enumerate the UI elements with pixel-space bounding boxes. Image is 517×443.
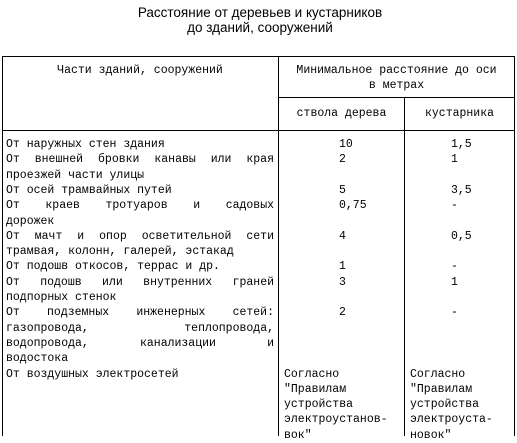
row-shrub-value: 3,5 <box>451 183 472 197</box>
row-shrub-value: устройства <box>410 398 480 412</box>
header-parts: Части зданий, сооружений <box>57 64 223 77</box>
row-part-text: газопровода, теплопровода, <box>6 321 274 335</box>
row-shrub-value: электроуста- <box>410 413 493 427</box>
table-top-border <box>2 56 515 57</box>
row-shrub-value: 1 <box>451 275 458 289</box>
header-tree: ствола дерева <box>296 107 387 120</box>
table-right-border <box>514 56 515 436</box>
row-part-text: водостока <box>6 352 69 366</box>
title-line-2: до зданий, сооружений <box>187 20 333 35</box>
row-tree-value: 2 <box>339 306 346 320</box>
row-part-text: От подошв или внутренних граней <box>6 275 274 289</box>
row-shrub-value: "Правилам <box>410 382 473 396</box>
header-bottom-border <box>2 130 515 131</box>
row-part-text: От осей трамвайных путей <box>6 183 172 197</box>
row-tree-value: вок" <box>284 428 312 442</box>
row-part-text: водопровода, канализации и <box>6 336 274 350</box>
row-shrub-value: 1,5 <box>451 138 472 151</box>
row-shrub-value: - <box>451 260 458 274</box>
table-col-divider-2 <box>404 97 405 436</box>
row-tree-value: 0,75 <box>339 199 367 213</box>
header-min-distance: Минимальное расстояние до оси <box>296 64 497 77</box>
row-part-text: трамвая, колонн, галерей, эстакад <box>6 245 234 259</box>
row-part-text: проезжей части улицы <box>6 168 145 182</box>
title-line-1: Расстояние от деревьев и кустарников <box>137 5 383 20</box>
row-part-text: От наружных стен здания <box>6 138 165 151</box>
row-tree-value: 5 <box>339 183 346 197</box>
row-tree-value: 10 <box>339 138 353 151</box>
row-shrub-value: новок" <box>410 428 452 442</box>
row-tree-value: устройства <box>284 398 354 412</box>
row-part-text: От внешней бровки канавы или края <box>6 153 274 167</box>
row-shrub-value: 0,5 <box>451 229 472 243</box>
header-split-line <box>278 97 515 98</box>
table-left-border <box>2 56 3 436</box>
row-part-text: От мачт и опор осветительной сети <box>6 229 274 243</box>
row-shrub-value: - <box>451 306 458 320</box>
header-shrub: кустарника <box>424 107 494 120</box>
row-part-text: подпорных стенок <box>6 291 117 304</box>
row-part-text: От подземных инженерных сетей: <box>6 306 274 320</box>
row-part-text: дорожек <box>6 214 55 228</box>
row-shrub-value: 1 <box>451 153 458 167</box>
row-tree-value: Согласно <box>284 367 340 381</box>
row-tree-value: 1 <box>339 260 346 274</box>
row-part-text: От краев тротуаров и садовых <box>6 199 274 213</box>
row-tree-value: 3 <box>339 275 346 289</box>
row-tree-value: 4 <box>339 229 346 243</box>
row-tree-value: 2 <box>339 153 346 167</box>
row-shrub-value: Согласно <box>410 367 466 381</box>
row-part-text: От воздушных электросетей <box>6 367 179 381</box>
row-shrub-value: - <box>451 199 458 213</box>
row-part-text: От подошв откосов, террас и др. <box>6 260 220 274</box>
row-tree-value: "Правилам <box>284 382 347 396</box>
row-tree-value: электроустанов- <box>284 413 388 427</box>
header-units: в метрах <box>368 79 425 92</box>
